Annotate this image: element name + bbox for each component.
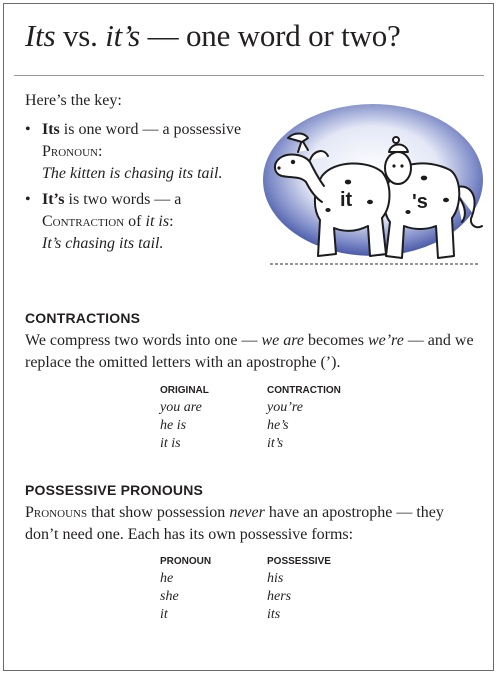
table-cell: his	[267, 571, 284, 586]
bullet-punct: :	[97, 143, 103, 160]
table-cell: he’s	[267, 418, 289, 433]
column-header: POSSESSIVE	[267, 556, 331, 567]
para-italic: we’re	[367, 332, 404, 349]
table-cell: it	[160, 607, 168, 622]
table-cell: he is	[160, 418, 187, 433]
para-smallcaps: Pronouns	[25, 504, 88, 521]
bullet-smallcaps: Pronoun	[42, 143, 98, 160]
title-divider	[14, 75, 484, 76]
bullet-dot: •	[25, 121, 31, 138]
para-text: becomes	[303, 332, 368, 349]
contractions-heading: CONTRACTIONS	[25, 310, 141, 326]
column-header: CONTRACTION	[267, 385, 341, 396]
bullet-example: The kitten is chasing its tail.	[42, 165, 223, 182]
bullet-punct: of	[124, 213, 146, 230]
illustration-label-it: it	[340, 189, 353, 211]
bullet-term: Its	[42, 121, 60, 138]
table-cell: you are	[160, 400, 202, 415]
table-cell: she	[160, 589, 179, 604]
bullet-dot: •	[25, 191, 31, 208]
possessive-heading: POSSESSIVE PRONOUNS	[25, 482, 204, 498]
para-text: We compress two words into one —	[25, 332, 262, 349]
title-its-apostrophe: it’s	[105, 18, 141, 53]
title-vs: vs.	[55, 18, 106, 53]
bullet-text: is two words — a	[64, 191, 182, 208]
column-header: ORIGINAL	[160, 385, 209, 396]
title-question: — one word or two?	[140, 18, 401, 53]
para-text: — and we replace the omitted letters with an apostrophe (’).	[25, 332, 474, 371]
bullet-smallcaps: Contraction	[42, 213, 125, 230]
bullet-example: It’s chasing its tail.	[42, 235, 164, 252]
page-title	[25, 18, 401, 54]
table-cell: it’s	[267, 436, 284, 451]
contractions-paragraph	[25, 330, 475, 374]
bullet-text: is one word — a possessive	[59, 121, 242, 138]
horse-illustration	[258, 102, 488, 270]
bullet-italic-phrase: it is	[145, 213, 170, 230]
column-header: PRONOUN	[160, 556, 212, 567]
key-bullets	[25, 119, 275, 255]
table-cell: you’re	[267, 400, 304, 415]
illustration-label-apostrophe-s: 's	[412, 191, 428, 213]
bullet-its	[25, 119, 275, 185]
table-cell: it is	[160, 436, 181, 451]
possessive-paragraph	[25, 502, 475, 546]
para-italic: never	[229, 504, 265, 521]
key-intro: Here’s the key:	[25, 92, 122, 109]
bullet-punct: :	[169, 213, 174, 230]
para-italic: we are	[261, 332, 304, 349]
table-cell: its	[267, 607, 281, 622]
para-text: have an apostrophe — they don’t need one. Each has its own possessive forms:	[25, 504, 444, 543]
bullet-it-s	[25, 189, 275, 255]
table-cell: hers	[267, 589, 292, 604]
title-its: Its	[25, 18, 56, 53]
table-cell: he	[160, 571, 174, 586]
bullet-term: It’s	[42, 191, 65, 208]
possessive-column	[267, 554, 397, 624]
para-text: that show possession	[87, 504, 230, 521]
contraction-column	[267, 383, 397, 453]
